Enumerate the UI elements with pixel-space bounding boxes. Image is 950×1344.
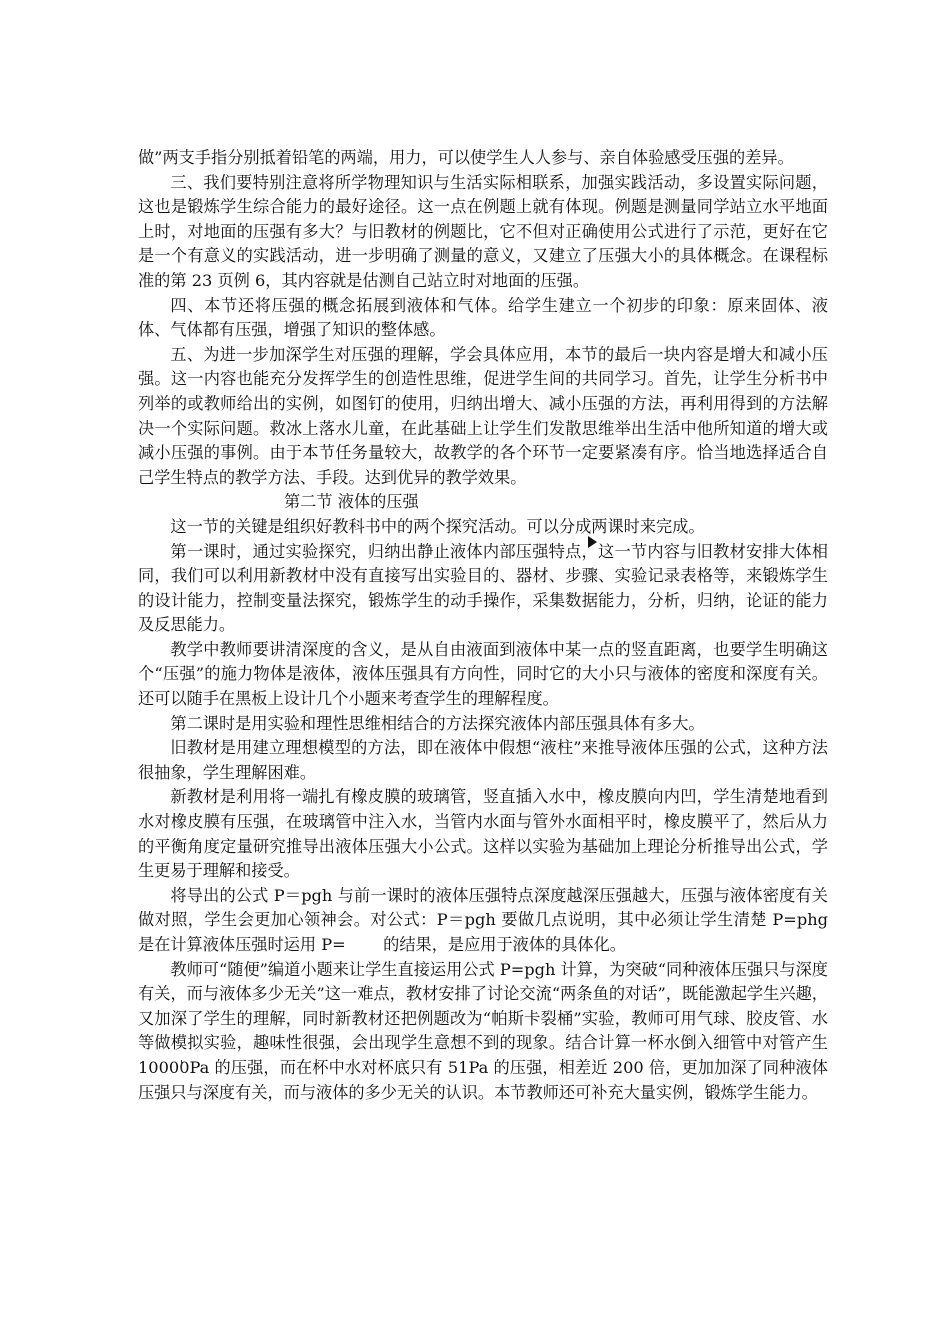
- stray-mark: [181, 1060, 186, 1070]
- paragraph-point-four: 四、本节还将压强的概念拓展到液体和气体。给学生建立一个初步的印象：原来固体、液体、气体都有压强，增强了知识的整体感。: [138, 295, 828, 340]
- paragraph-formula-comparison: 将导出的公式 P＝pgh 与前一课时的液体压强特点深度越深压强越大，压强与液体密度有关做对照，学生会更加心领神会。对公式：P＝pgh 要做几点说明，其中必须让学生清楚 P=phg 是在计算液体压强时运用 P= 的结果，是应用于液体的具体化。: [138, 885, 828, 954]
- paragraph-point-three: 三、我们要特别注意将所学物理知识与生活实际相联系，加强实践活动，多设置实际问题，这也是锻炼学生综合能力的最好途径。这一点在例题上就有体现。例题是测量同学站立水平地面上时，对地面的压强有多大？与旧教材的例题比，它不但对正确使用公式进行了示范，更好在它是一个有意义的实践活动，进一步明确了测量的意义，又建立了压强大小的具体概念。在课程标准的第 23 页例 6，其内容就是估测自己站立时对地面的压强。: [138, 172, 828, 290]
- paragraph-old-textbook: 旧教材是用建立理想模型的方法，即在液体中假想“液柱”来推导液体压强的公式，这种方法很抽象，学生理解困难。: [138, 738, 828, 782]
- cursor-arrow-icon: [588, 536, 597, 548]
- paragraph-teacher-exercise: 教师可“随便”编道小题来让学生直接运用公式 P=pgh 计算，为突破“同种液体压强只与深度有关，而与液体多少无关”这一难点，教材安排了讨论交流“两条鱼的对话”，既能激起学生兴趣，又加深了学生的理解，同时新教材还把例题改为“帕斯卡裂桶”实验，教师可用气球、胶皮管、水等做模拟实验，趣味性很强，会出现学生意想不到的现象。结合计算一杯水倒入细管中对管产生 10000Pa 的压强，而在杯中水对杯底只有 51Pa 的压强，相差近 200 倍，更加加深了同种液体压强只与深度有关，而与液体的多少无关的认识。本节教师还可补充大量实例，锻炼学生能力。: [138, 959, 828, 1102]
- paragraph-continuation: 做”两支手指分别抵着铅笔的两端，用力，可以使学生人人参与、亲自体验感受压强的差异。: [138, 148, 794, 167]
- document-body: [138, 146, 828, 1105]
- paragraph-new-textbook: 新教材是利用将一端扎有橡皮膜的玻璃管，竖直插入水中，橡皮膜向内凹，学生清楚地看到水对橡皮膜有压强，在玻璃管中注入水，当管内水面与管外水面相平时，橡皮膜平了，然后从力的平衡角度定量研究推导出液体压强大小公式。这样以实验为基础加上理论分析推导出公式，学生更易于理解和接受。: [138, 787, 828, 881]
- paragraph-section-intro: 这一节的关键是组织好教科书中的两个探究活动。可以分成两课时来完成。: [170, 516, 705, 536]
- paragraph-point-five: 五、为进一步加深学生对压强的理解，学会具体应用，本节的最后一块内容是增大和减小压强。这一内容也能充分发挥学生的创造性思维，促进学生间的共同学习。首先，让学生分析书中列举的或教师给出的实例，如图钉的使用，归纳出增大、减小压强的方法，再利用得到的方法解决一个实际问题。救冰上落水儿童，在此基础上让学生们发散思维举出生活中他所知道的增大或减小压强的事例。由于本节任务量较大，故教学的各个环节一定要紧凑有序。恰当地选择适合自己学生特点的教学方法、手段。达到优异的教学效果。: [138, 344, 828, 487]
- paragraph-first-lesson: 第一课时，通过实验探究，归纳出静止液体内部压强特点，这一节内容与旧教材安排大体相同，我们可以利用新教材中没有直接写出实验目的、器材、步骤、实验记录表格等，来锻炼学生的设计能力，控制变量法探究，锻炼学生的动手操作，采集数据能力，分析，归纳，论证的能力及反思能力。: [138, 541, 828, 635]
- section-heading: 第二节 液体的压强: [284, 492, 419, 512]
- paragraph-depth-explanation: 教学中教师要讲清深度的含义，是从自由液面到液体中某一点的竖直距离，也要学生明确这个“压强”的施力物体是液体，液体压强具有方向性，同时它的大小只与液体的密度和深度有关。还可以随手在黑板上设计几个小题来考查学生的理解程度。: [138, 639, 828, 709]
- paragraph-second-lesson: 第二课时是用实验和理性思维相结合的方法探究液体内部压强具体有多大。: [170, 713, 705, 733]
